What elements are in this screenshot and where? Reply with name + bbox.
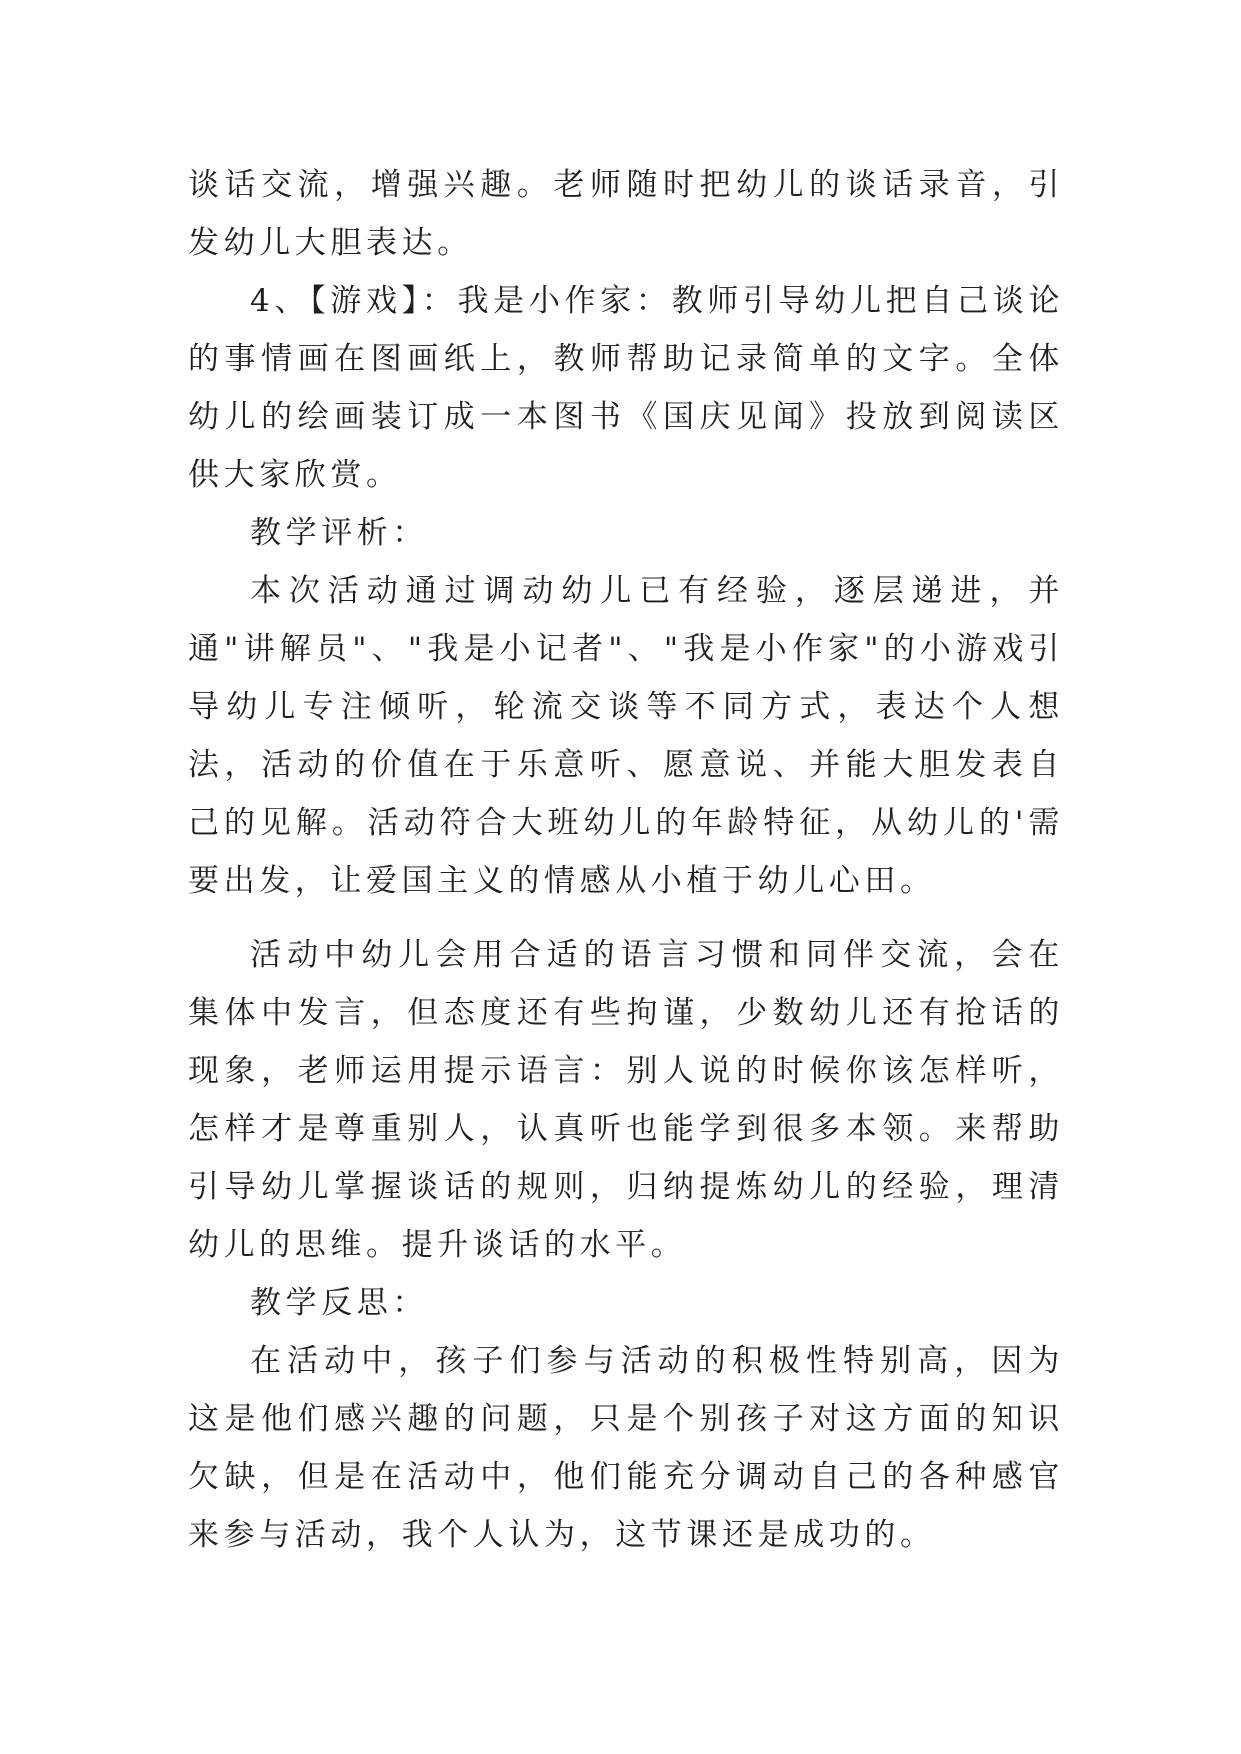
heading-teaching-reflection: 教学反思： xyxy=(250,1285,428,1321)
paragraph-analysis-1: 本次活动通过调动幼儿已有经验，逐层递进，并通"讲解员"、"我是小记者"、"我是小作家"的小游戏引导幼儿专注倾听，轮流交谈等不同方式，表达个人想法，活动的价值在于乐意听、愿意说、并能大胆发表自己的见解。活动符合大班幼儿的年龄特征，从幼儿的'需要出发，让爱国主义的情感从小植于幼儿心田。 xyxy=(188,573,1064,899)
document-body xyxy=(188,156,1064,1564)
paragraph-analysis-2: 活动中幼儿会用合适的语言习惯和同伴交流，会在集体中发言，但态度还有些拘谨，少数幼儿还有抢话的现象，老师运用提示语言：别人说的时候你该怎样听，怎样才是尊重别人，认真听也能学到很多本领。来帮助引导幼儿掌握谈话的规则，归纳提炼幼儿的经验，理清幼儿的思维。提升谈话的水平。 xyxy=(188,937,1064,1263)
paragraph-reflection: 在活动中，孩子们参与活动的积极性特别高，因为这是他们感兴趣的问题，只是个别孩子对这方面的知识欠缺，但是在活动中，他们能充分调动自己的各种感官来参与活动，我个人认为，这节课还是成功的。 xyxy=(188,1343,1064,1553)
paragraph-game-step-4: 4、【游戏】：我是小作家：教师引导幼儿把自己谈论的事情画在图画纸上，教师帮助记录简单的文字。全体幼儿的绘画装订成一本图书《国庆见闻》投放到阅读区供大家欣赏。 xyxy=(188,283,1064,493)
paragraph-continuation: 谈话交流，增强兴趣。老师随时把幼儿的谈话录音，引发幼儿大胆表达。 xyxy=(188,167,1064,261)
heading-teaching-analysis: 教学评析： xyxy=(250,515,428,551)
